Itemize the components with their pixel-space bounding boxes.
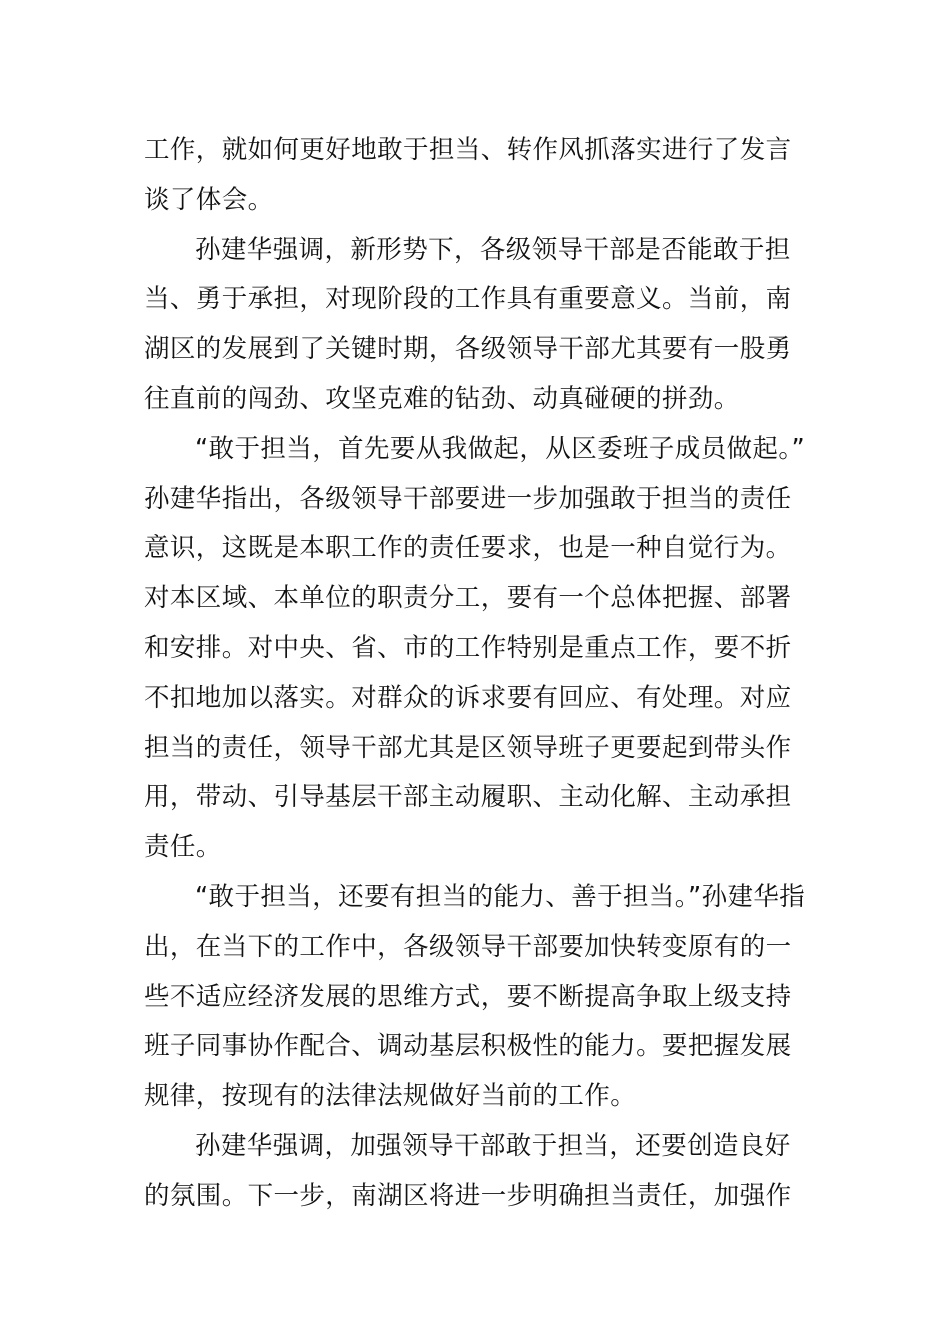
text-line: 用，带动、引导基层干部主动履职、主动化解、主动承担 — [144, 782, 792, 813]
text-line: 工作，就如何更好地敢于担当、转作风抓落实进行了发言 — [144, 135, 792, 165]
text-line: 不扣地加以落实。对群众的诉求要有回应、有处理。对应 — [144, 682, 792, 713]
text-line: 当、勇于承担，对现阶段的工作具有重要意义。当前，南 — [144, 284, 792, 315]
text-line: “敢于担当，还要有担当的能力、善于担当。”孙建华指 — [195, 881, 806, 912]
text-line: 湖区的发展到了关键时期，各级领导干部尤其要有一股勇 — [144, 334, 792, 365]
text-line: 往直前的闯劲、攻坚克难的钻劲、动真碰硬的拼劲。 — [144, 383, 740, 414]
text-line: 责任。 — [144, 832, 222, 863]
body-text — [144, 126, 806, 1222]
text-line: “敢于担当，首先要从我做起，从区委班子成员做起。” — [195, 433, 806, 464]
text-line: 孙建华强调，新形势下，各级领导干部是否能敢于担 — [195, 234, 791, 265]
text-line: 和安排。对中央、省、市的工作特别是重点工作，要不折 — [144, 632, 792, 663]
text-line: 对本区域、本单位的职责分工，要有一个总体把握、部署 — [144, 583, 792, 614]
text-line: 意识，这既是本职工作的责任要求，也是一种自觉行为。 — [144, 533, 792, 564]
text-line: 谈了体会。 — [144, 184, 274, 215]
text-line: 班子同事协作配合、调动基层积极性的能力。要把握发展 — [144, 1031, 792, 1062]
text-line: 规律，按现有的法律法规做好当前的工作。 — [144, 1081, 637, 1112]
text-line: 出，在当下的工作中，各级领导干部要加快转变原有的一 — [144, 931, 792, 962]
text-line: 孙建华强调，加强领导干部敢于担当，还要创造良好 — [195, 1130, 791, 1161]
text-line: 的氛围。下一步，南湖区将进一步明确担当责任，加强作 — [144, 1180, 792, 1211]
text-line: 些不适应经济发展的思维方式，要不断提高争取上级支持 — [144, 981, 792, 1012]
text-line: 担当的责任，领导干部尤其是区领导班子更要起到带头作 — [144, 732, 792, 763]
text-line: 孙建华指出，各级领导干部要进一步加强敢于担当的责任 — [144, 483, 792, 514]
